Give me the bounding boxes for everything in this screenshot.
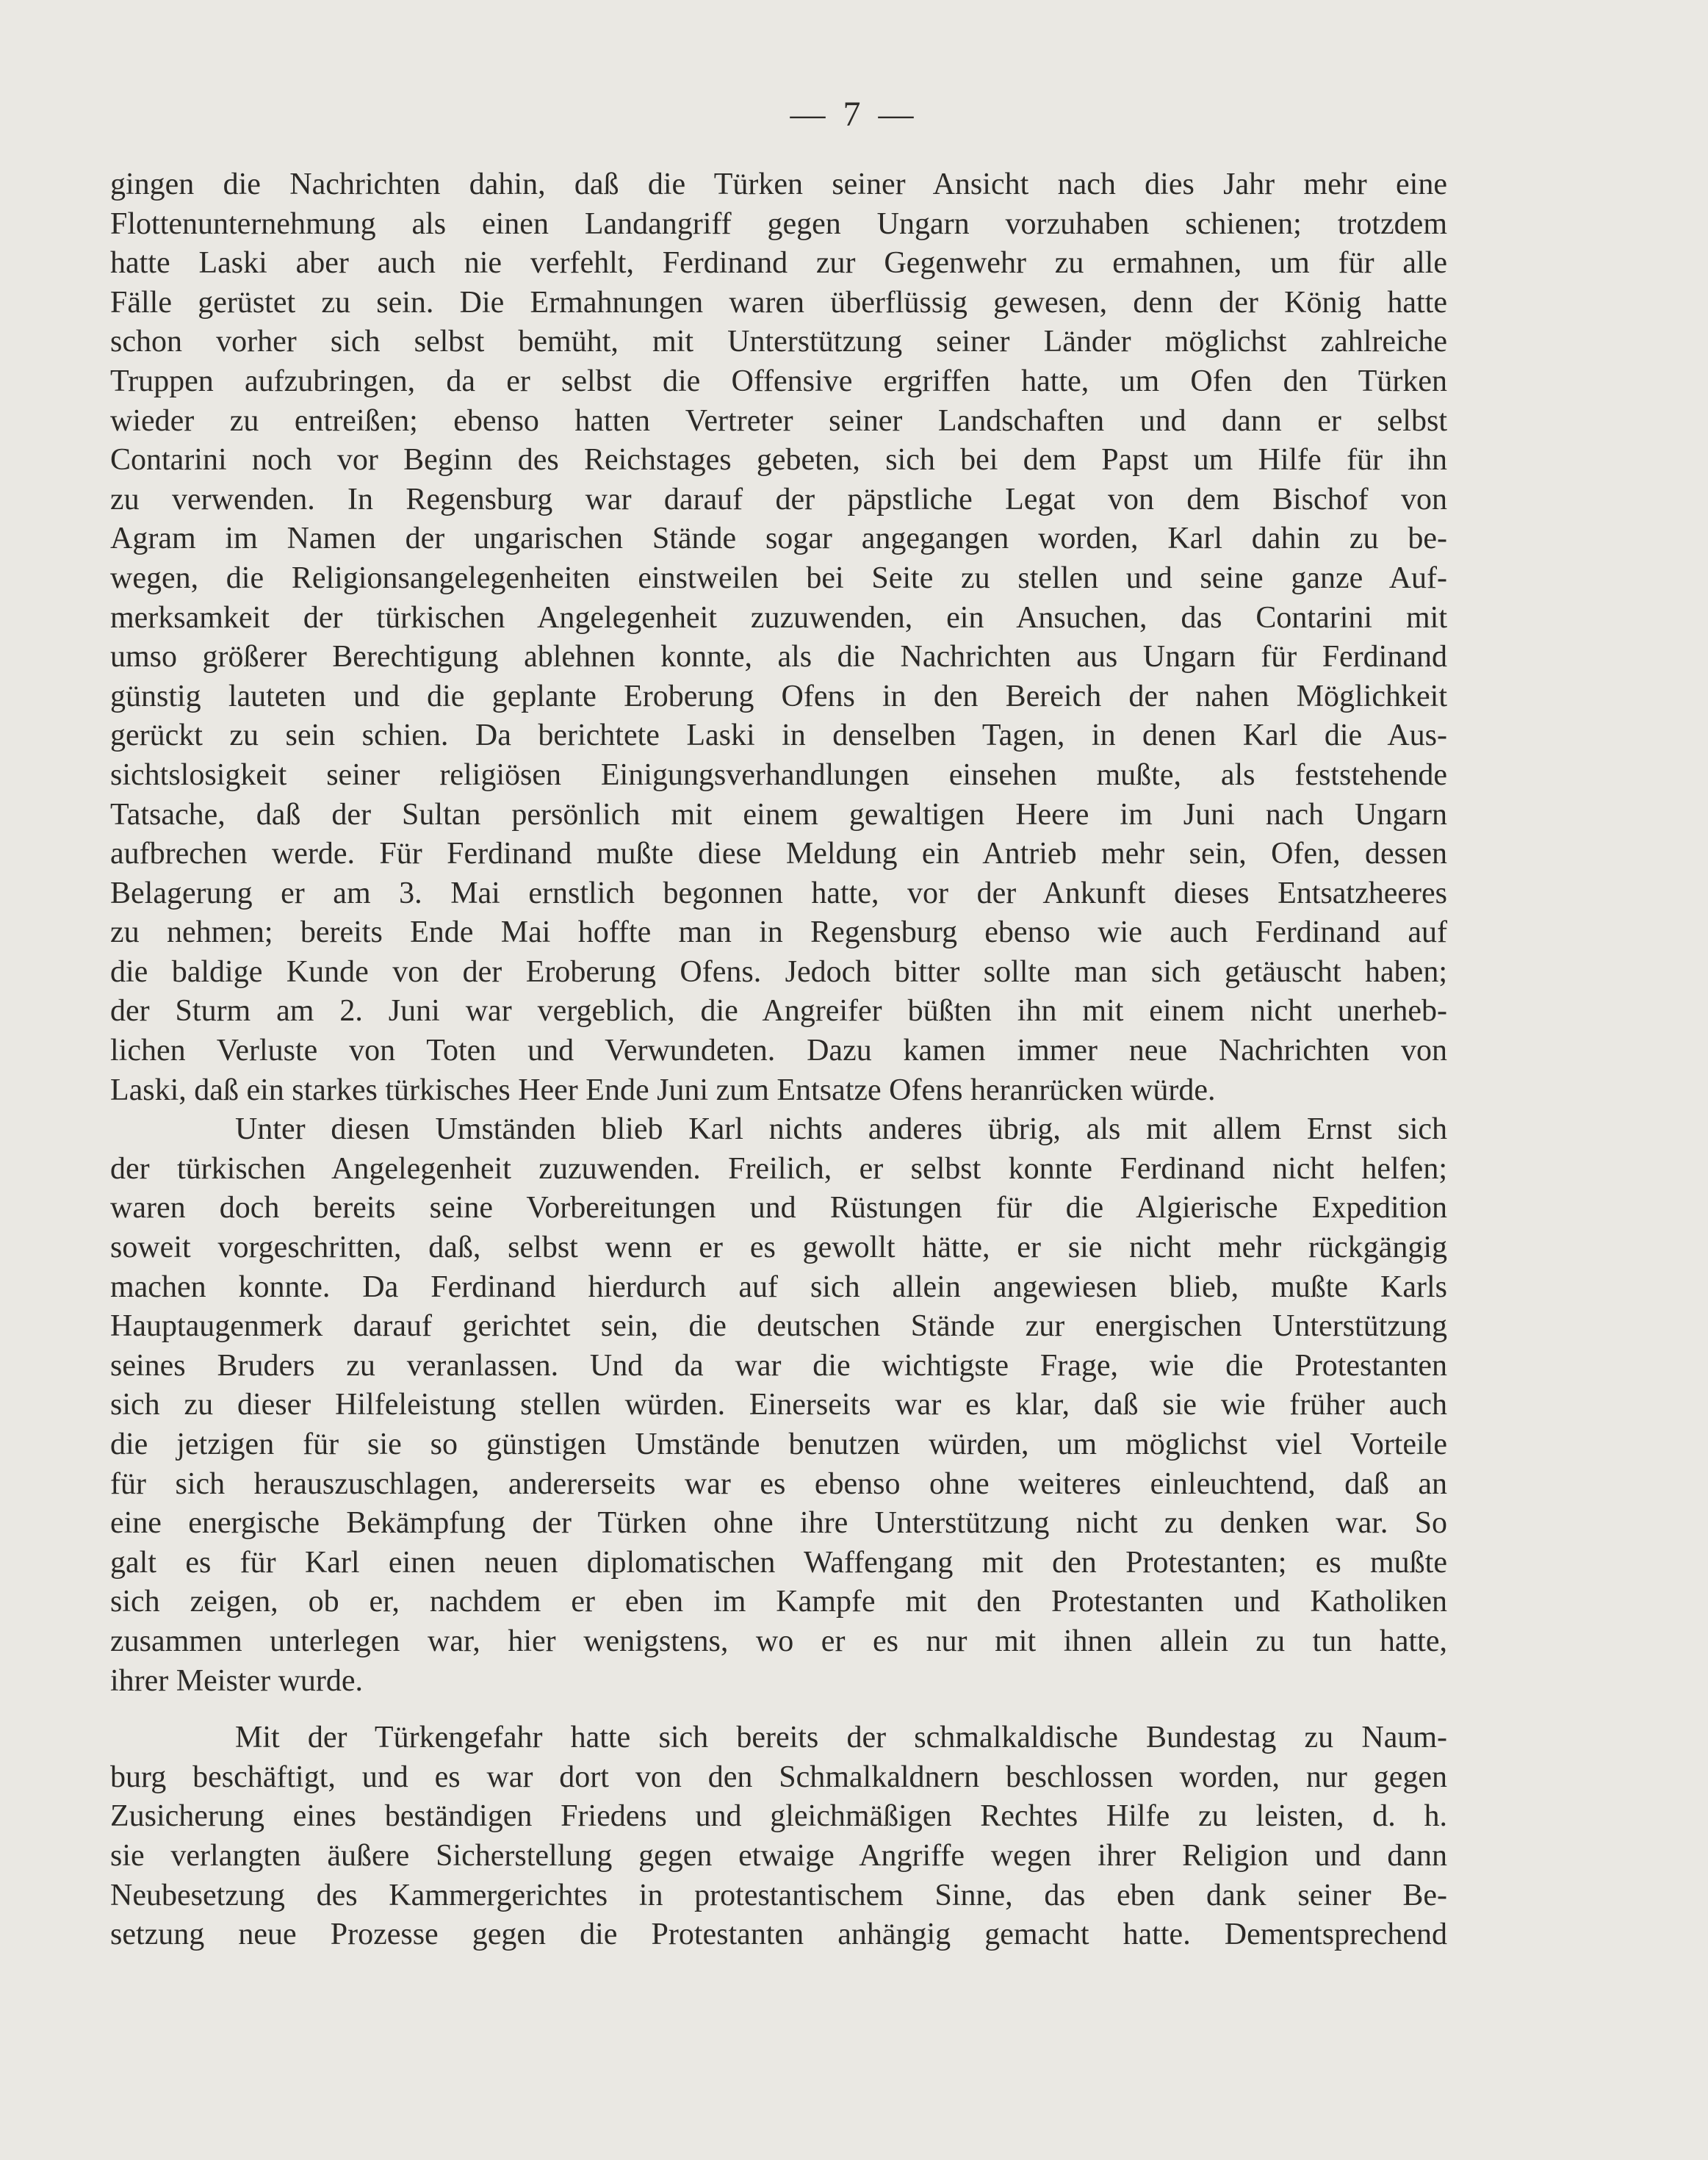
text-line: setzung neue Prozesse gegen die Protestanten anhängig gemacht hatte. Dementsprechend — [110, 1918, 1447, 1952]
text-line: Truppen aufzubringen, da er selbst die Offensive ergriffen hatte, um Ofen den Türken — [110, 364, 1447, 398]
text-line: zu nehmen; bereits Ende Mai hoffte man in Regensburg ebenso wie auch Ferdinand auf — [110, 915, 1447, 950]
text-line: für sich herauszuschlagen, andererseits war es ebenso ohne weiteres einleuchtend, daß an — [110, 1466, 1447, 1501]
text-line: zusammen unterlegen war, hier wenigstens, wo er es nur mit ihnen allein zu tun hatte, — [110, 1624, 1447, 1658]
text-line: umso größerer Berechtigung ablehnen konnte, als die Nachrichten aus Ungarn für Ferdinand — [110, 640, 1447, 674]
text-line: aufbrechen werde. Für Ferdinand mußte diese Meldung ein Antrieb mehr sein, Ofen, dessen — [110, 837, 1447, 871]
text-line: burg beschäftigt, und es war dort von den Schmalkaldnern beschlossen worden, nur gegen — [110, 1760, 1447, 1794]
text-line: Neubesetzung des Kammergerichtes in protestantischem Sinne, das eben dank seiner Be- — [110, 1878, 1447, 1912]
text-line: der Sturm am 2. Juni war vergeblich, die Angreifer büßten ihn mit einem nicht unerheb- — [110, 994, 1447, 1029]
text-line: merksamkeit der türkischen Angelegenheit zuzuwenden, ein Ansuchen, das Contarini mit — [110, 600, 1447, 635]
text-line: sie verlangten äußere Sicherstellung gegen etwaige Angriffe wegen ihrer Religion und dann — [110, 1838, 1447, 1873]
text-line: der türkischen Angelegenheit zuzuwenden. Freilich, er selbst konnte Ferdinand nicht helfen; — [110, 1151, 1447, 1186]
text-line: Agram im Namen der ungarischen Stände sogar angegangen worden, Karl dahin zu be- — [110, 522, 1447, 556]
paragraph-gap — [110, 1701, 1447, 1718]
text-line: Fälle gerüstet zu sein. Die Ermahnungen waren überflüssig gewesen, denn der König hatte — [110, 285, 1447, 320]
text-line: günstig lauteten und die geplante Eroberung Ofens in den Bereich der nahen Möglichkeit — [110, 679, 1447, 713]
text-line: soweit vorgeschritten, daß, selbst wenn er es gewollt hätte, er sie nicht mehr rückgängig — [110, 1231, 1447, 1265]
text-line: sich zu dieser Hilfeleistung stellen würden. Einerseits war es klar, daß sie wie früher auch — [110, 1388, 1447, 1422]
text-line: zu verwenden. In Regensburg war darauf der päpstliche Legat von dem Bischof von — [110, 482, 1447, 516]
text-line: seines Bruders zu veranlassen. Und da war die wichtigste Frage, wie die Protestanten — [110, 1348, 1447, 1383]
text-line: Unter diesen Umständen blieb Karl nichts anderes übrig, als mit allem Ernst sich — [235, 1112, 1447, 1147]
text-line: wegen, die Religionsangelegenheiten einstweilen bei Seite zu stellen und seine ganze Auf- — [110, 561, 1447, 595]
paragraph-3 — [110, 1718, 1447, 1955]
text-line: Zusicherung eines beständigen Friedens und gleichmäßigen Rechtes Hilfe zu leisten, d. h. — [110, 1799, 1447, 1834]
text-line: Hauptaugenmerk darauf gerichtet sein, die deutschen Stände zur energischen Unterstützung — [110, 1309, 1447, 1344]
text-line: Flottenunternehmung als einen Landangriff gegen Ungarn vorzuhaben schienen; trotzdem — [110, 206, 1447, 241]
text-line: Mit der Türkengefahr hatte sich bereits der schmalkaldische Bundestag zu Naum- — [235, 1721, 1447, 1755]
text-line: lichen Verluste von Toten und Verwundeten. Dazu kamen immer neue Nachrichten von — [110, 1034, 1447, 1068]
text-line: hatte Laski aber auch nie verfehlt, Ferdinand zur Gegenwehr zu ermahnen, um für alle — [110, 246, 1447, 281]
text-line: sich zeigen, ob er, nachdem er eben im Kampfe mit den Protestanten und Katholiken — [110, 1585, 1447, 1619]
text-line: waren doch bereits seine Vorbereitungen und Rüstungen für die Algierische Expedition — [110, 1191, 1447, 1225]
text-line: die baldige Kunde von der Eroberung Ofens. Jedoch bitter sollte man sich getäuscht haben; — [110, 954, 1447, 989]
text-line: schon vorher sich selbst bemüht, mit Unterstützung seiner Länder möglichst zahlreiche — [110, 325, 1447, 359]
text-line: sichtslosigkeit seiner religiösen Einigungsverhandlungen einsehen mußte, als feststehende — [110, 757, 1447, 792]
text-line: Contarini noch vor Beginn des Reichstages gebeten, sich bei dem Papst um Hilfe für ihn — [110, 443, 1447, 478]
paragraph-2 — [110, 1110, 1447, 1701]
text-line: die jetzigen für sie so günstigen Umstände benutzen würden, um möglichst viel Vorteile — [110, 1428, 1447, 1461]
text-line: Laski, daß ein starkes türkisches Heer Ende Juni zum Entsatze Ofens heranrücken würde. — [110, 1073, 1216, 1107]
text-line: machen konnte. Da Ferdinand hierdurch auf sich allein angewiesen blieb, mußte Karls — [110, 1270, 1447, 1304]
text-line: gerückt zu sein schien. Da berichtete Laski in denselben Tagen, in denen Karl die Aus- — [110, 719, 1447, 753]
text-line: Belagerung er am 3. Mai ernstlich begonnen hatte, vor der Ankunft dieses Entsatzheeres — [110, 876, 1447, 910]
text-line: gingen die Nachrichten dahin, daß die Türken seiner Ansicht nach dies Jahr mehr eine — [110, 168, 1447, 201]
text-line: ihrer Meister wurde. — [110, 1663, 364, 1698]
page-number: — 7 — — [790, 95, 918, 134]
text-line: eine energische Bekämpfung der Türken ohne ihre Unterstützung nicht zu denken war. So — [110, 1506, 1447, 1541]
paragraph-1 — [110, 165, 1447, 1110]
text-line: Tatsache, daß der Sultan persönlich mit einem gewaltigen Heere im Juni nach Ungarn — [110, 797, 1447, 832]
body-text — [110, 165, 1447, 1955]
text-line: wieder zu entreißen; ebenso hatten Vertreter seiner Landschaften und dann er selbst — [110, 403, 1447, 438]
text-line: galt es für Karl einen neuen diplomatischen Waffengang mit den Protestanten; es mußte — [110, 1545, 1447, 1580]
